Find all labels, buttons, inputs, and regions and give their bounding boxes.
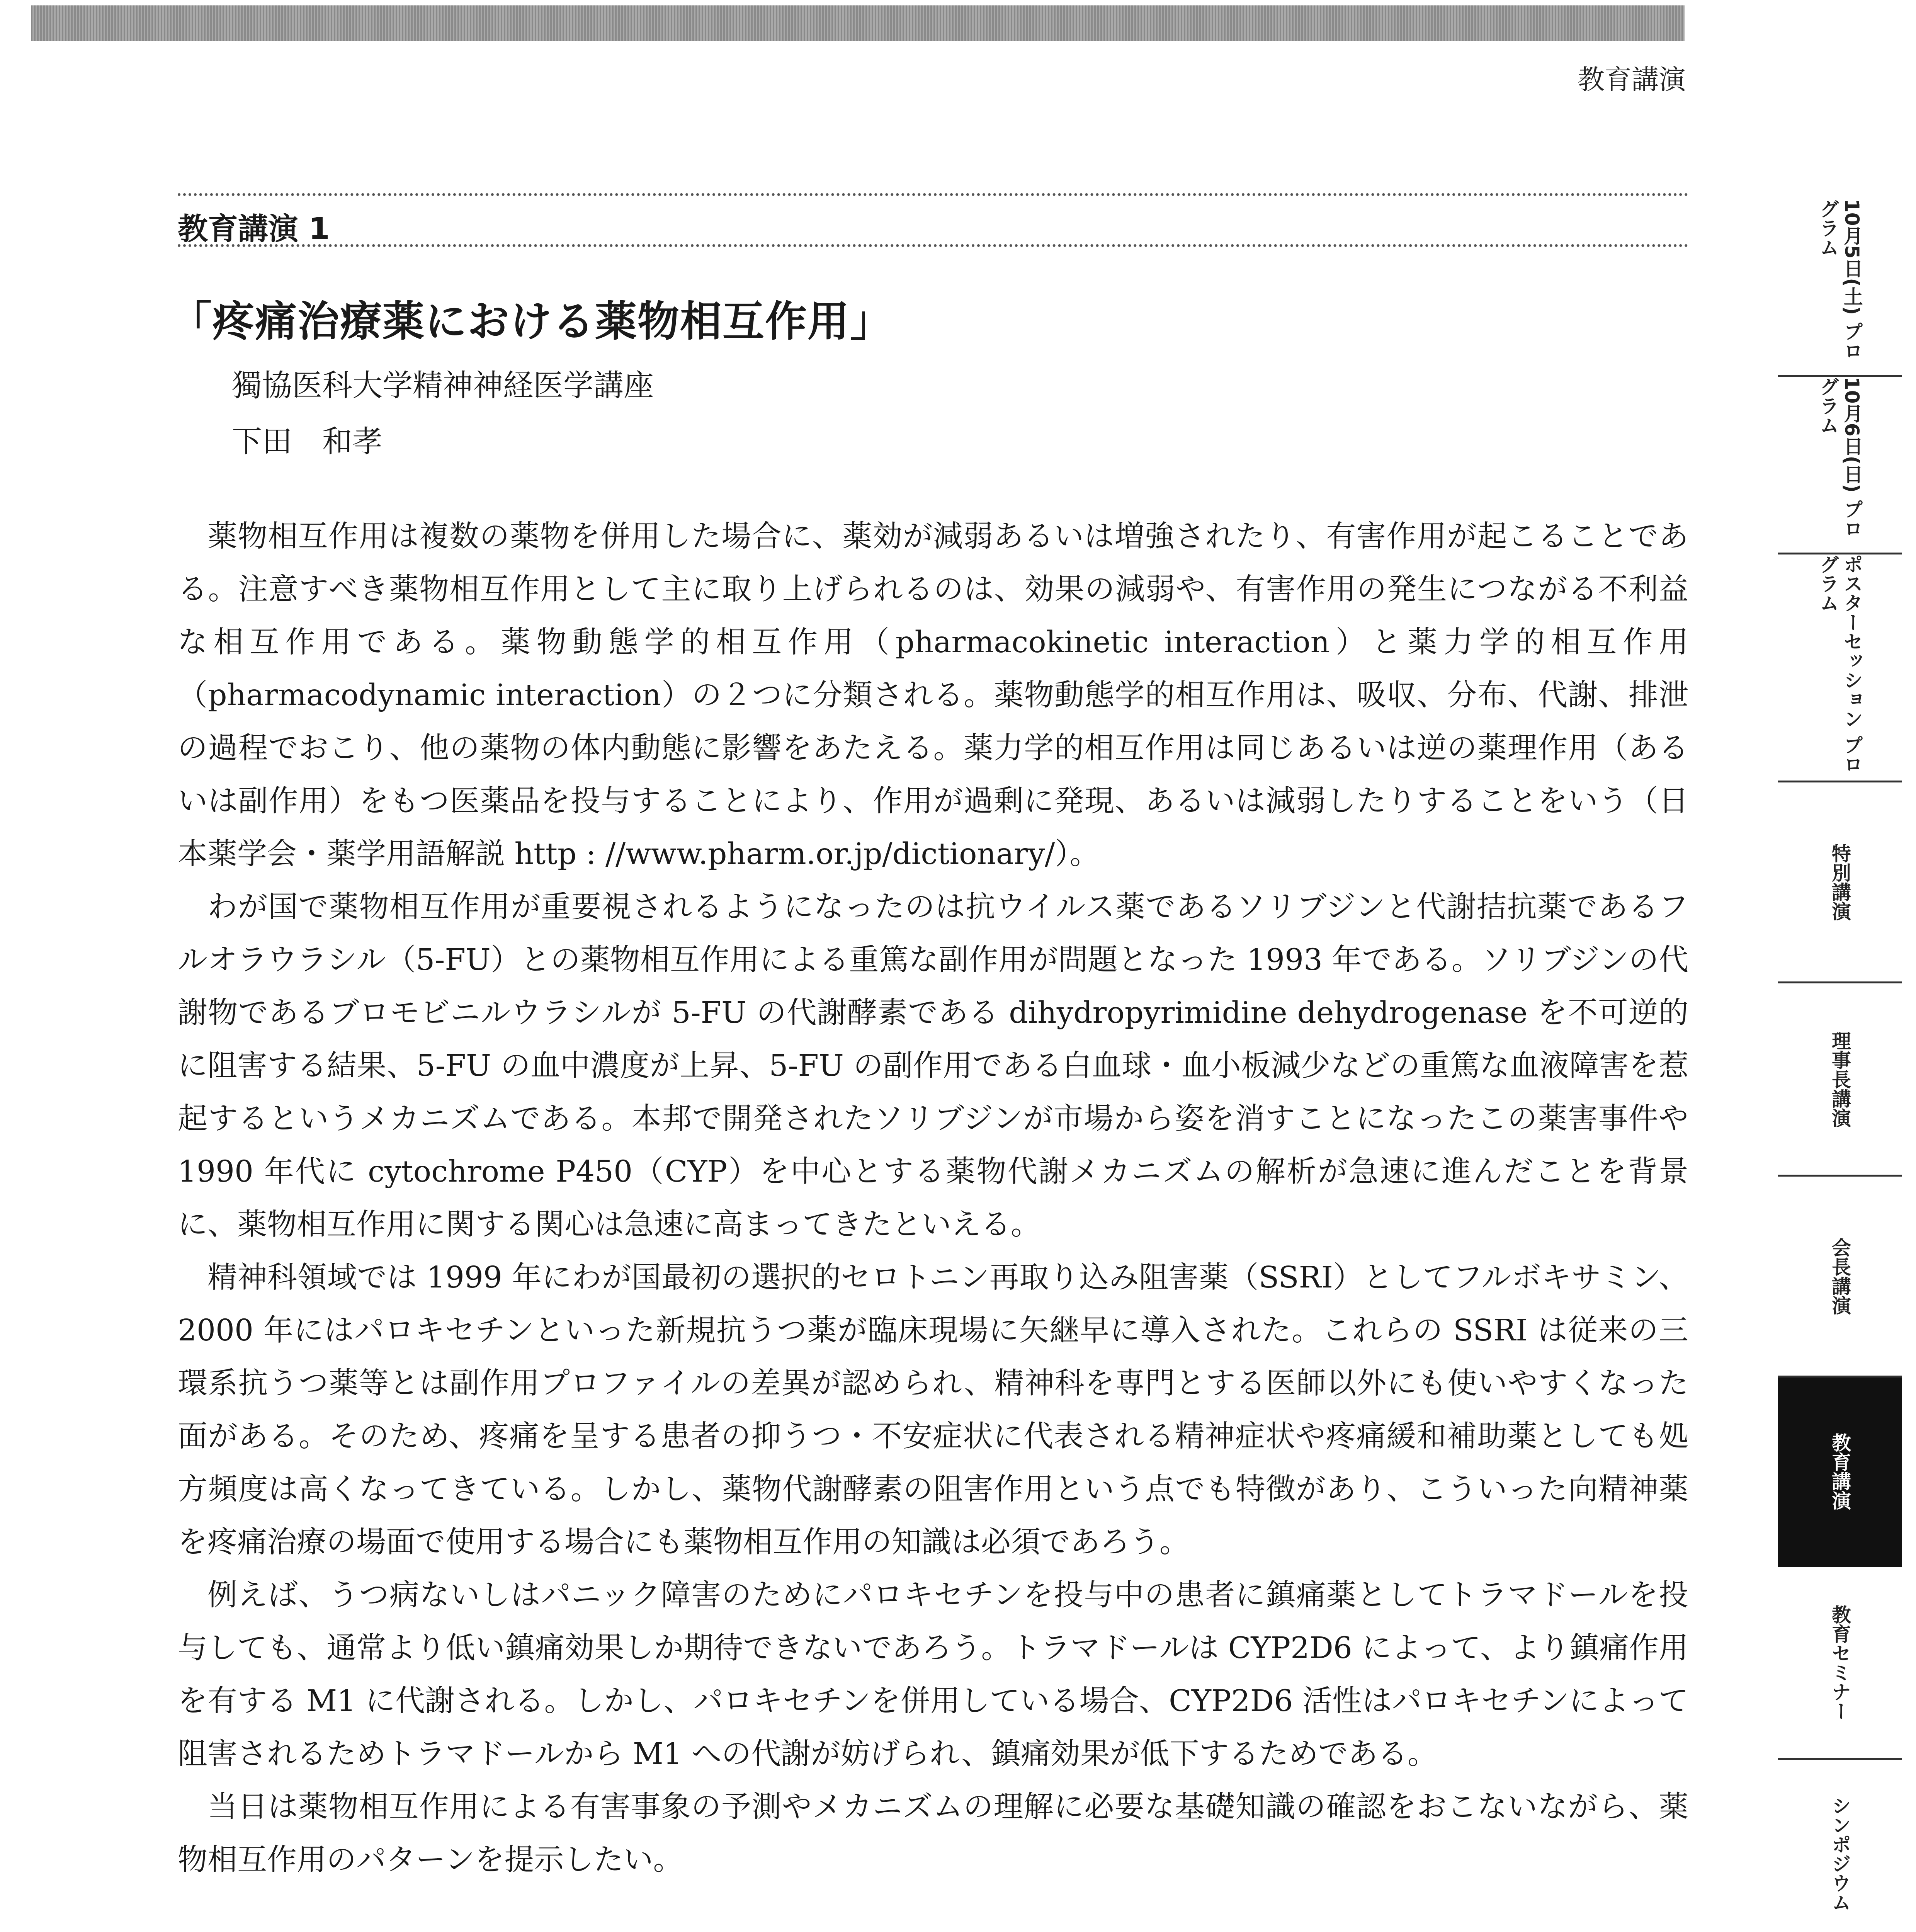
top-gray-band [31,5,1685,41]
abstract-body [178,510,1688,1886]
side-tab-label: 教育講演 [1829,1432,1851,1510]
side-tab-label: 会長講演 [1829,1237,1851,1315]
side-tab-chairman-lecture[interactable] [1778,983,1902,1177]
side-tab-special-lecture[interactable] [1778,782,1902,983]
paragraph-4: 例えば、うつ病ないしはパニック障害のためにパロキセチンを投与中の患者に鎮痛薬としてトラマドールを投与しても、通常より低い鎮痛効果しか期待できないであろう。トラマドールは CYP2D6 によって、より鎮痛作用を有する M1 に代謝される。しかし、パロキセチンを併用している場合、CYP2D6 活性はパロキセチンによって阻害されるためトラマドールから M1 への代謝が妨げられ、鎮痛効果が低下するためである。 [178,1578,1688,1771]
side-tab-poster-program[interactable] [1778,554,1902,782]
side-tab-president-lecture[interactable] [1778,1177,1902,1378]
side-tab-education-lecture[interactable] [1778,1378,1902,1567]
side-tab-oct6-program[interactable] [1778,377,1902,554]
header-category: 教育講演 [1578,64,1686,95]
paragraph-3: 精神科領域では 1999 年にわが国最初の選択的セロトニン再取り込み阻害薬（SSRI）としてフルボキサミン、2000 年にはパロキセチンといった新規抗うつ薬が臨床現場に矢継早に導入された。これらの SSRI は従来の三環系抗うつ薬等とは副作用プロファイルの差異が認められ、精神科を専門とする医師以外にも使いやすくなった面がある。そのため、疼痛を呈する患者の抑うつ・不安症状に代表される精神症状や疼痛緩和補助薬としても処方頻度は高くなってきている。しかし、薬物代謝酵素の阻害作用という点でも特徴があり、こういった向精神薬を疼痛治療の場面で使用する場合にも薬物相互作用の知識は必須であろう。 [178,1260,1688,1560]
section-label: 教育講演 1 [178,212,330,247]
side-tab-education-seminar[interactable] [1778,1567,1902,1760]
dotted-divider-top [178,193,1688,196]
side-index-tabs [1778,199,1902,1932]
dotted-divider-bottom [178,244,1688,247]
side-tab-label: 10月6日(日) プログラム [1817,377,1863,538]
paragraph-1: 薬物相互作用は複数の薬物を併用した場合に、薬効が減弱あるいは増強されたり、有害作用が起こることである。注意すべき薬物相互作用として主に取り上げられるのは、効果の減弱や、有害作用の発生につながる不利益な相互作用である。薬物動態学的相互作用（pharmacokinetic interaction）と薬力学的相互作用（pharmacodynamic interaction）の２つに分類される。薬物動態学的相互作用は、吸収、分布、代謝、排泄の過程でおこり、他の薬物の体内動態に影響をあたえる。薬力学的相互作用は同じあるいは逆の薬理作用（あるいは副作用）をもつ医薬品を投与することにより、作用が過剰に発現、あるいは減弱したりすることをいう（日本薬学会・薬学用語解説 http : //www.pharm.or.jp/dictionary/）。 [178,519,1689,871]
side-tab-label: 理事長講演 [1829,1031,1851,1128]
side-tab-symposium[interactable] [1778,1760,1902,1932]
author-name: 下田 和孝 [232,424,383,459]
paragraph-5: 当日は薬物相互作用による有害事象の予測やメカニズムの理解に必要な基礎知識の確認をおこないながら、薬物相互作用のパターンを提示したい。 [178,1790,1688,1877]
side-tab-oct5-program[interactable] [1778,199,1902,377]
side-tab-label: 教育セミナー [1829,1604,1851,1721]
paragraph-2: わが国で薬物相互作用が重要視されるようになったのは抗ウイルス薬であるソリブジンと代謝拮抗薬であるフルオラウラシル（5-FU）との薬物相互作用による重篤な副作用が問題となった 1993 年である。ソリブジンの代謝物であるブロモビニルウラシルが 5-FU の代謝酵素である dihydropyrimidine dehydrogenase を不可逆的に阻害する結果、5-FU の血中濃度が上昇、5-FU の副作用である白血球・血小板減少などの重篤な血液障害を惹起するというメカニズムである。本邦で開発されたソリブジンが市場から姿を消すことになったこの薬害事件や 1990 年代に cytochrome P450（CYP）を中心とする薬物代謝メカニズムの解析が急速に進んだことを背景に、薬物相互作用に関する関心は急速に高まってきたといえる。 [178,890,1688,1242]
side-tab-label: ポスターセッション プログラム [1817,554,1863,774]
side-tab-label: 特別講演 [1829,843,1851,921]
side-tab-label: シンポジウム [1829,1796,1851,1912]
side-tab-label: 10月5日(土) プログラム [1817,199,1863,361]
lecture-title: 「疼痛治療薬における薬物相互作用」 [170,298,893,346]
author-affiliation: 獨協医科大学精神神経医学講座 [232,368,654,403]
